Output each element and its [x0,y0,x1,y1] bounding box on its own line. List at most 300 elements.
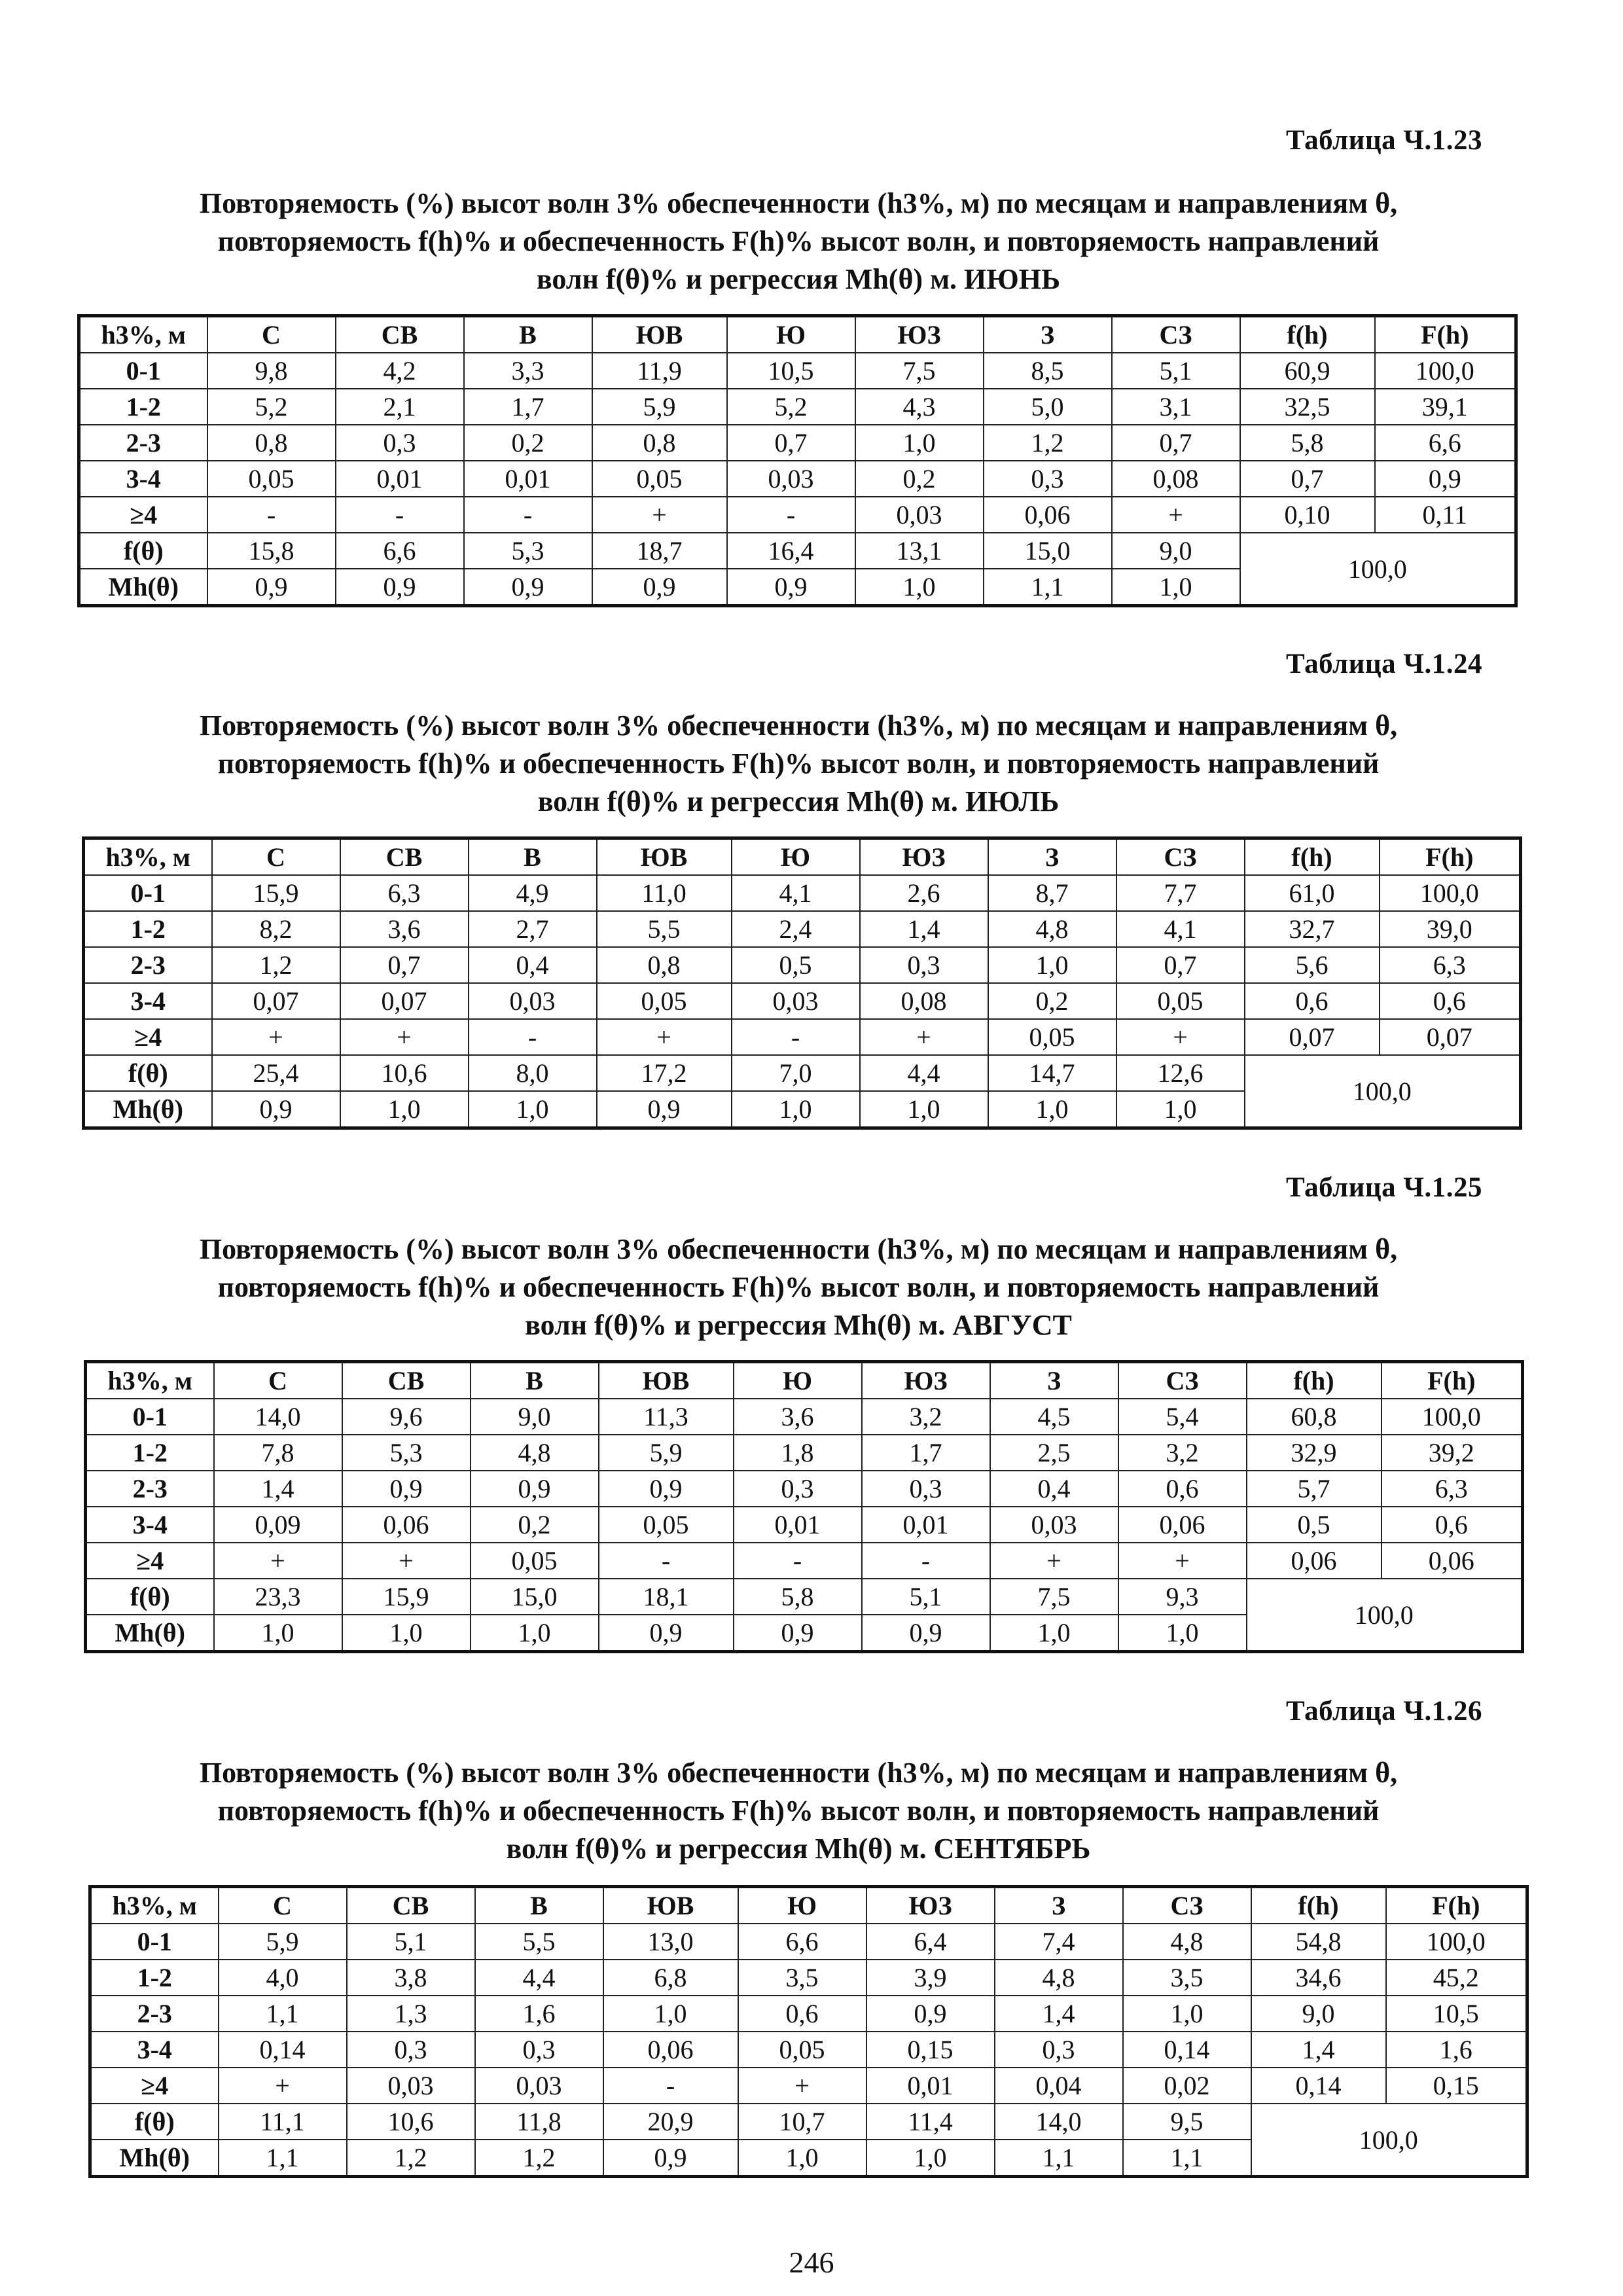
table-cell: 54,8 [1251,1924,1386,1960]
table-cell: 0,9 [734,1615,862,1652]
row-label: Mh(θ) [86,1615,214,1652]
table-cell: 14,0 [214,1399,342,1435]
table-cell: 9,0 [1112,533,1240,569]
table-cell: 9,5 [1123,2104,1251,2140]
header-cell: З [995,1887,1123,1924]
table-cell: 12,6 [1116,1055,1245,1091]
table-cell: 4,8 [471,1435,599,1471]
table-cell: 0,02 [1123,2068,1251,2104]
header-cell: СВ [347,1887,475,1924]
table-cell: + [1118,1543,1247,1579]
table-cell: 32,5 [1240,389,1375,425]
row-label: 3-4 [90,2032,219,2068]
table-cell: 1,0 [860,1091,988,1128]
data-table [84,1360,1524,1653]
title-line-1: Повторяемость (%) высот волн 3% обеспеченности (h3%, м) по месяцам и направлениям θ, [199,1233,1398,1265]
table-cell: 1,0 [866,2140,995,2177]
header-cell: ЮЗ [866,1887,995,1924]
header-cell: Ю [732,838,860,876]
table-cell: 1,4 [214,1471,342,1507]
table-cell: 5,4 [1118,1399,1247,1435]
table-row [86,1543,1523,1579]
table-cell: 1,0 [988,1091,1116,1128]
row-label: 2-3 [90,1996,219,2032]
table-cell: 0,09 [214,1507,342,1543]
table-cell: 0,06 [603,2032,738,2068]
table-cell: 5,6 [1245,947,1380,983]
table-cell: 18,1 [599,1579,734,1615]
table-cell: 1,0 [603,1996,738,2032]
total-cell: 100,0 [1240,533,1516,606]
table-cell: 20,9 [603,2104,738,2140]
table-row [86,1399,1523,1435]
f-theta-row [79,533,1516,569]
row-label: f(θ) [86,1579,214,1615]
table-cell: 4,4 [475,1960,603,1996]
table-cell: 7,7 [1116,875,1245,911]
table-cell: 0,3 [475,2032,603,2068]
table-cell: 0,2 [855,461,984,497]
table-cell: 11,4 [866,2104,995,2140]
table-cell: 0,01 [734,1507,862,1543]
table-title [79,1230,1518,1344]
table-cell: 1,2 [984,425,1112,461]
table-row [79,425,1516,461]
table-number: Таблица Ч.1.23 [1285,125,1482,156]
table-cell: 0,06 [1247,1543,1382,1579]
header-cell: В [464,316,592,353]
row-label: Mh(θ) [90,2140,219,2177]
table-row [84,983,1521,1019]
table-cell: 1,1 [995,2140,1123,2177]
table-cell: 0,9 [599,1471,734,1507]
header-cell: Ю [734,1362,862,1399]
table-cell: 3,3 [464,353,592,389]
table-cell: 39,1 [1375,389,1516,425]
header-cell: С [212,838,340,876]
total-cell: 100,0 [1245,1055,1521,1128]
table-cell: 0,07 [1380,1019,1521,1055]
header-cell: С [219,1887,347,1924]
table-cell: + [214,1543,342,1579]
table-cell: 1,8 [734,1435,862,1471]
row-label: Mh(θ) [79,569,207,606]
table-cell: 0,01 [862,1507,990,1543]
row-label: 0-1 [86,1399,214,1435]
header-cell: СВ [336,316,464,353]
table-cell: 6,3 [1380,947,1521,983]
table-cell: 0,9 [212,1091,340,1128]
table-cell: 45,2 [1386,1960,1527,1996]
table-cell: + [342,1543,471,1579]
table-cell: 1,0 [1116,1091,1245,1128]
table-cell: 1,0 [732,1091,860,1128]
table-cell: 2,7 [469,911,597,947]
header-cell: ЮВ [597,838,732,876]
table-cell: 5,3 [342,1435,471,1471]
table-cell: 0,08 [860,983,988,1019]
table-cell: 32,7 [1245,911,1380,947]
row-label: 3-4 [79,461,207,497]
table-cell: 1,0 [340,1091,469,1128]
table-header-row [79,316,1516,353]
table-cell: 0,6 [1382,1507,1523,1543]
table-cell: 1,0 [342,1615,471,1652]
table-cell: 2,1 [336,389,464,425]
table-cell: 5,1 [1112,353,1240,389]
table-header-row [84,838,1521,876]
table-cell: 0,03 [855,497,984,533]
f-theta-row [90,2104,1527,2140]
table-cell: 4,8 [995,1960,1123,1996]
table-cell: 0,8 [207,425,336,461]
title-line-1: Повторяемость (%) высот волн 3% обеспеченности (h3%, м) по месяцам и направлениям θ, [199,709,1398,742]
table-cell: 0,9 [866,1996,995,2032]
table-cell: 5,8 [1240,425,1375,461]
table-cell: 4,8 [988,911,1116,947]
table-cell: 100,0 [1386,1924,1527,1960]
table-cell: 0,7 [1240,461,1375,497]
table-cell: - [464,497,592,533]
table-cell: 0,03 [347,2068,475,2104]
table-cell: 1,0 [990,1615,1118,1652]
table-cell: 0,06 [984,497,1112,533]
table-cell: 10,5 [1386,1996,1527,2032]
table-cell: 5,8 [734,1579,862,1615]
table-cell: 4,8 [1123,1924,1251,1960]
table-cell: - [732,1019,860,1055]
title-line-1: Повторяемость (%) высот волн 3% обеспеченности (h3%, м) по месяцам и направлениям θ, [199,1757,1398,1789]
table-cell: 0,9 [336,569,464,606]
table-cell: 0,15 [866,2032,995,2068]
row-label: ≥4 [90,2068,219,2104]
table-cell: 1,7 [862,1435,990,1471]
table-cell: 0,8 [592,425,727,461]
row-label: 3-4 [86,1507,214,1543]
table-cell: 15,0 [984,533,1112,569]
table-cell: 6,3 [340,875,469,911]
table-cell: 7,4 [995,1924,1123,1960]
header-cell: F(h) [1386,1887,1527,1924]
table-title [79,1754,1518,1868]
table-cell: 5,2 [207,389,336,425]
header-cell: h3%, м [79,316,207,353]
table-cell: + [990,1543,1118,1579]
table-cell: 5,5 [597,911,732,947]
table-cell: 6,8 [603,1960,738,1996]
table-cell: 5,9 [219,1924,347,1960]
table-cell: 4,0 [219,1960,347,1996]
table-cell: - [207,497,336,533]
table-cell: 0,6 [738,1996,866,2032]
table-header-row [90,1887,1527,1924]
table-cell: 14,7 [988,1055,1116,1091]
table-cell: - [862,1543,990,1579]
table-cell: 0,5 [732,947,860,983]
table-cell: 0,5 [1247,1507,1382,1543]
header-cell: З [990,1362,1118,1399]
table-cell: 0,6 [1118,1471,1247,1507]
table-cell: 5,9 [599,1435,734,1471]
table-cell: 15,0 [471,1579,599,1615]
table-cell: 15,9 [212,875,340,911]
header-cell: СЗ [1118,1362,1247,1399]
header-cell: f(h) [1245,838,1380,876]
table-cell: 1,1 [984,569,1112,606]
table-row [86,1471,1523,1507]
table-cell: + [597,1019,732,1055]
table-cell: 10,5 [727,353,855,389]
table-cell: 8,5 [984,353,1112,389]
table-cell: 6,6 [336,533,464,569]
table-cell: 1,0 [855,425,984,461]
table-cell: 25,4 [212,1055,340,1091]
row-label: 1-2 [86,1435,214,1471]
row-label: 1-2 [79,389,207,425]
table-cell: 5,3 [464,533,592,569]
header-cell: F(h) [1380,838,1521,876]
table-cell: 1,0 [738,2140,866,2177]
table-cell: 0,2 [471,1507,599,1543]
table-number: Таблица Ч.1.26 [1285,1696,1482,1727]
table-cell: 8,2 [212,911,340,947]
f-theta-row [84,1055,1521,1091]
table-cell: 0,05 [599,1507,734,1543]
table-cell: 0,9 [603,2140,738,2177]
table-cell: 6,4 [866,1924,995,1960]
header-cell: f(h) [1240,316,1375,353]
title-line-2: повторяемость f(h)% и обеспеченность F(h)% высот волн, и повторяемость направлений [217,1271,1380,1303]
table-row [90,2032,1527,2068]
row-label: ≥4 [86,1543,214,1579]
table-cell: + [340,1019,469,1055]
table-row [90,1960,1527,1996]
total-cell: 100,0 [1247,1579,1523,1652]
table-cell: 7,0 [732,1055,860,1091]
table-cell: 0,9 [592,569,727,606]
table-header-row [86,1362,1523,1399]
header-cell: В [471,1362,599,1399]
table-number: Таблица Ч.1.24 [1285,649,1482,679]
header-cell: ЮЗ [860,838,988,876]
table-row [90,2068,1527,2104]
table-cell: 0,03 [732,983,860,1019]
table-cell: 1,0 [471,1615,599,1652]
table-cell: - [603,2068,738,2104]
table-row [90,1924,1527,1960]
table-cell: 0,2 [988,983,1116,1019]
row-label: 3-4 [84,983,212,1019]
table-cell: 61,0 [1245,875,1380,911]
table-cell: 4,1 [1116,911,1245,947]
table-cell: 11,0 [597,875,732,911]
table-cell: 3,8 [347,1960,475,1996]
table-cell: 6,6 [738,1924,866,1960]
title-line-2: повторяемость f(h)% и обеспеченность F(h)% высот волн, и повторяемость направлений [217,225,1380,257]
table-cell: 1,2 [212,947,340,983]
table-cell: 0,14 [1251,2068,1386,2104]
table-cell: 2,4 [732,911,860,947]
table-cell: 32,9 [1247,1435,1382,1471]
table-cell: 0,07 [1245,1019,1380,1055]
table-cell: 39,2 [1382,1435,1523,1471]
header-cell: h3%, м [84,838,212,876]
table-cell: 3,2 [1118,1435,1247,1471]
table-cell: 7,5 [990,1579,1118,1615]
table-cell: + [592,497,727,533]
table-row [79,461,1516,497]
header-cell: ЮЗ [855,316,984,353]
table-cell: 0,14 [1123,2032,1251,2068]
table-cell: 8,7 [988,875,1116,911]
header-cell: З [988,838,1116,876]
table-row [84,947,1521,983]
table-row [86,1507,1523,1543]
table-cell: 4,9 [469,875,597,911]
table-cell: 1,1 [1123,2140,1251,2177]
table-cell: 0,07 [340,983,469,1019]
total-cell: 100,0 [1251,2104,1527,2177]
table-cell: 1,2 [347,2140,475,2177]
table-cell: 15,8 [207,533,336,569]
header-cell: ЮВ [592,316,727,353]
table-cell: 1,7 [464,389,592,425]
table-cell: 1,1 [219,2140,347,2177]
table-cell: 0,05 [597,983,732,1019]
table-cell: 1,4 [995,1996,1123,2032]
table-cell: 0,9 [599,1615,734,1652]
table-cell: 13,1 [855,533,984,569]
title-line-2: повторяемость f(h)% и обеспеченность F(h)% высот волн, и повторяемость направлений [217,747,1380,780]
table-cell: 3,2 [862,1399,990,1435]
title-line-3: волн f(θ)% и регрессия Mh(θ) м. АВГУСТ [525,1309,1072,1341]
table-cell: 7,8 [214,1435,342,1471]
table-cell: 9,0 [1251,1996,1386,2032]
table-cell: 0,9 [207,569,336,606]
header-cell: СЗ [1123,1887,1251,1924]
table-cell: 16,4 [727,533,855,569]
table-cell: 3,9 [866,1960,995,1996]
header-cell: СВ [340,838,469,876]
table-cell: 0,7 [727,425,855,461]
table-cell: 1,0 [1123,1996,1251,2032]
row-label: 2-3 [84,947,212,983]
table-row [84,1019,1521,1055]
data-table [82,836,1522,1130]
table-cell: 8,0 [469,1055,597,1091]
header-cell: В [469,838,597,876]
title-line-3: волн f(θ)% и регрессия Mh(θ) м. ИЮЛЬ [537,785,1060,817]
title-line-1: Повторяемость (%) высот волн 3% обеспеченности (h3%, м) по месяцам и направлениям θ, [199,187,1398,219]
table-cell: + [219,2068,347,2104]
table-cell: 0,2 [464,425,592,461]
table-cell: 11,1 [219,2104,347,2140]
table-cell: 10,6 [340,1055,469,1091]
table-cell: 60,9 [1240,353,1375,389]
table-cell: 1,0 [469,1091,597,1128]
table-cell: 5,5 [475,1924,603,1960]
header-cell: Ю [727,316,855,353]
table-cell: 39,0 [1380,911,1521,947]
table-cell: 0,04 [995,2068,1123,2104]
table-row [90,1996,1527,2032]
header-cell: ЮЗ [862,1362,990,1399]
table-cell: 9,3 [1118,1579,1247,1615]
table-cell: - [336,497,464,533]
table-cell: 11,3 [599,1399,734,1435]
table-cell: - [599,1543,734,1579]
table-cell: 0,14 [219,2032,347,2068]
table-row [86,1435,1523,1471]
table-cell: 0,3 [860,947,988,983]
table-cell: 0,3 [862,1471,990,1507]
table-cell: + [860,1019,988,1055]
table-cell: 1,4 [860,911,988,947]
table-title [79,185,1518,298]
page-number: 246 [789,2246,834,2279]
table-cell: 2,6 [860,875,988,911]
table-title [79,707,1518,821]
table-cell: 17,2 [597,1055,732,1091]
table-cell: 1,4 [1251,2032,1386,2068]
table-cell: 1,6 [475,1996,603,2032]
table-cell: 0,05 [471,1543,599,1579]
header-cell: ЮВ [599,1362,734,1399]
table-cell: 5,1 [347,1924,475,1960]
table-cell: 0,05 [592,461,727,497]
table-cell: 1,6 [1386,2032,1527,2068]
table-cell: 0,3 [734,1471,862,1507]
row-label: ≥4 [84,1019,212,1055]
table-cell: 100,0 [1380,875,1521,911]
table-cell: 0,4 [990,1471,1118,1507]
table-cell: 5,9 [592,389,727,425]
table-cell: - [727,497,855,533]
table-cell: 11,8 [475,2104,603,2140]
f-theta-row [86,1579,1523,1615]
table-cell: 0,03 [990,1507,1118,1543]
table-cell: 11,9 [592,353,727,389]
table-cell: 7,5 [855,353,984,389]
table-cell: 0,05 [988,1019,1116,1055]
table-cell: + [1112,497,1240,533]
table-row [79,389,1516,425]
table-cell: 23,3 [214,1579,342,1615]
table-cell: 0,01 [866,2068,995,2104]
table-cell: 5,0 [984,389,1112,425]
row-label: f(θ) [90,2104,219,2140]
table-cell: 0,03 [469,983,597,1019]
row-label: 2-3 [79,425,207,461]
table-cell: 5,2 [727,389,855,425]
row-label: 1-2 [90,1960,219,1996]
table-cell: + [212,1019,340,1055]
row-label: f(θ) [79,533,207,569]
header-cell: С [214,1362,342,1399]
table-cell: 100,0 [1382,1399,1523,1435]
table-cell: 1,0 [214,1615,342,1652]
table-cell: 100,0 [1375,353,1516,389]
table-cell: 4,5 [990,1399,1118,1435]
table-cell: 5,1 [862,1579,990,1615]
table-cell: 0,9 [1375,461,1516,497]
row-label: 2-3 [86,1471,214,1507]
table-cell: 14,0 [995,2104,1123,2140]
table-cell: 0,06 [1382,1543,1523,1579]
header-cell: Ю [738,1887,866,1924]
table-cell: 0,3 [336,425,464,461]
table-cell: 9,8 [207,353,336,389]
